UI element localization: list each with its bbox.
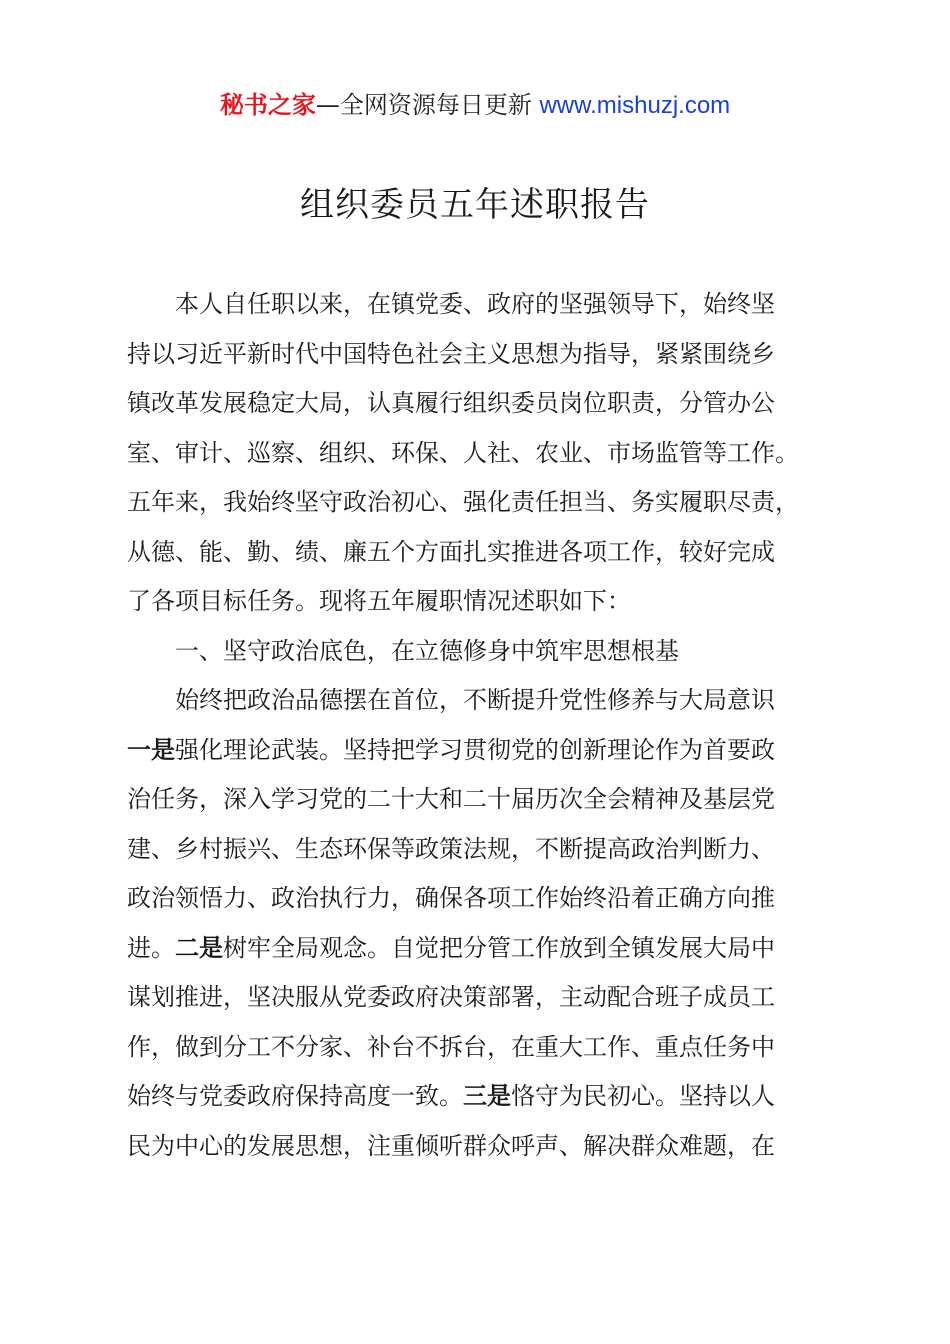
site-url-link[interactable]: www.mishuzj.com [539,92,731,119]
header-tagline: —全网资源每日更新 [315,91,540,119]
body-line [127,1072,847,1122]
brand-name: 秘书之家 [219,91,316,119]
body-line: 从德、能、勤、绩、廉五个方面扎实推进各项工作，较好完成 [127,537,775,566]
body-line [127,924,847,974]
body-line: 始终把政治品德摆在首位，不断提升党性修养与大局意识 [175,686,775,714]
body-line: 持以习近平新时代中国特色社会主义思想为指导，紧紧围绕乡 [127,339,775,368]
bold-marker: 三是 [463,1082,511,1110]
bold-marker: 一是 [127,735,175,764]
body-line: 作，做到分工不分家、补台不拆台，在重大工作、重点任务中 [127,1032,775,1061]
document-title: 组织委员五年述职报告 [300,185,650,225]
body-text: 始终与党委政府保持高度一致。 [127,1082,463,1110]
body-text: 强化理论武装。坚持把学习贯彻党的创新理论作为首要政 [175,735,775,764]
body-line: 本人自任职以来，在镇党委、政府的坚强领导下，始终坚 [175,290,775,318]
body-text: 树牢全局观念。自觉把分管工作放到全镇发展大局中 [223,933,775,962]
site-header [0,88,950,123]
body-line: 了各项目标任务。现将五年履职情况述职如下： [127,587,631,615]
body-line: 谋划推进，坚决服从党委政府决策部署，主动配合班子成员工 [127,983,775,1011]
body-text: 进。 [127,933,175,962]
body-line: 镇改革发展稳定大局，认真履行组织委员岗位职责，分管办公 [127,389,775,417]
body-line: 五年来，我始终坚守政治初心、强化责任担当、务实履职尽责， [127,488,799,516]
section-heading: 一、坚守政治底色，在立德修身中筑牢思想根基 [175,636,679,665]
document-body [127,280,847,1171]
body-line [127,726,847,776]
body-line: 治任务，深入学习党的二十大和二十届历次全会精神及基层党 [127,785,775,813]
body-line: 室、审计、巡察、组织、环保、人社、农业、市场监管等工作。 [127,438,799,467]
bold-marker: 二是 [175,933,223,962]
body-line: 政治领悟力、政治执行力，确保各项工作始终沿着正确方向推 [127,884,775,912]
body-text: 恪守为民初心。坚持以人 [511,1082,775,1110]
body-line: 建、乡村振兴、生态环保等政策法规，不断提高政治判断力、 [127,834,775,863]
body-line: 民为中心的发展思想，注重倾听群众呼声、解决群众难题，在 [127,1131,775,1160]
